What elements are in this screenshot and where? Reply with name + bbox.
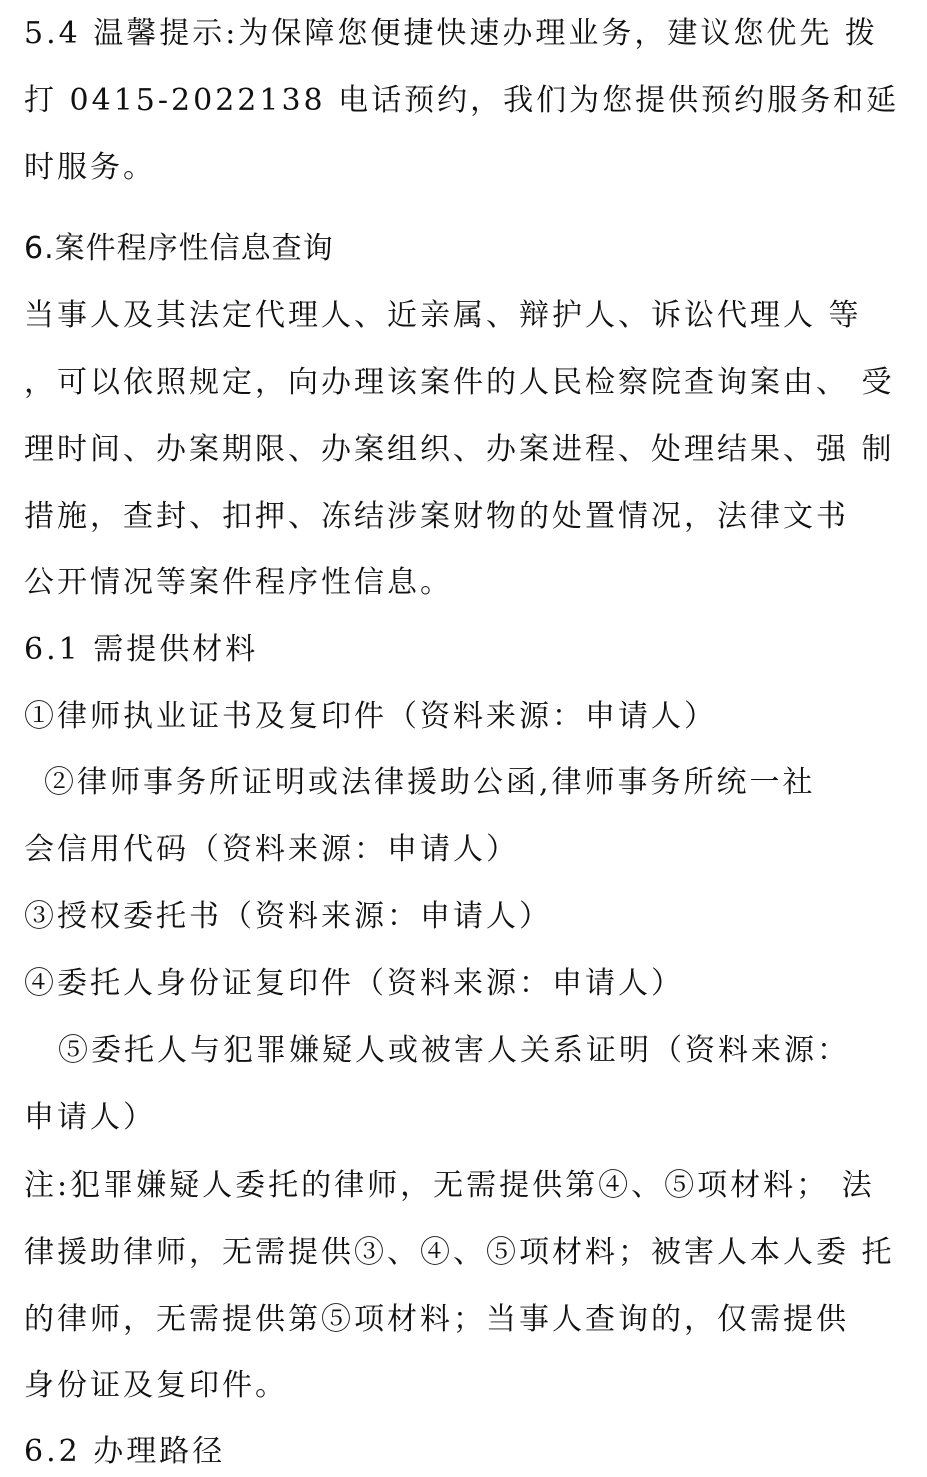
tip-line-2: 打 0415-2022138 电话预约，我们为您提供预约服务和延 <box>24 83 900 118</box>
material-item-5-line-2: 申请人） <box>24 1100 156 1135</box>
intro-line-4: 措施，查封、扣押、冻结涉案财物的处置情况，法律文书 <box>24 499 849 534</box>
intro-line-3: 理时间、办案期限、办案组织、办案进程、处理结果、强 制 <box>24 432 895 467</box>
material-item-2-line-1: ②律师事务所证明或法律援助公函,律师事务所统一社 <box>44 765 816 800</box>
section-heading-6-2: 6.2 办理路径 <box>24 1434 226 1469</box>
note-line-2: 律援助律师，无需提供③、④、⑤项材料；被害人本人委 托 <box>24 1235 895 1270</box>
material-item-4: ④委托人身份证复印件（资料来源：申请人） <box>24 966 684 1001</box>
tip-line-3: 时服务。 <box>24 150 156 185</box>
tip-line-1: 5.4 温馨提示:为保障您便捷快速办理业务，建议您优先 拨 <box>24 16 878 51</box>
material-item-5-line-1: ⑤委托人与犯罪嫌疑人或被害人关系证明（资料来源： <box>58 1033 850 1068</box>
intro-line-1: 当事人及其法定代理人、近亲属、辩护人、诉讼代理人 等 <box>24 298 862 333</box>
note-line-4: 身份证及复印件。 <box>24 1368 288 1403</box>
material-item-1: ①律师执业证书及复印件（资料来源：申请人） <box>24 699 717 734</box>
intro-line-2: ，可以依照规定，向办理该案件的人民检察院查询案由、 受 <box>24 365 895 400</box>
note-line-3: 的律师，无需提供第⑤项材料；当事人查询的，仅需提供 <box>24 1302 849 1337</box>
intro-line-5: 公开情况等案件程序性信息。 <box>24 565 453 600</box>
section-heading-6: 6.案件程序性信息查询 <box>24 231 334 266</box>
note-line-1: 注:犯罪嫌疑人委托的律师，无需提供第④、⑤项材料； 法 <box>24 1168 875 1203</box>
material-item-2-line-2: 会信用代码（资料来源：申请人） <box>24 832 519 867</box>
section-heading-6-1: 6.1 需提供材料 <box>24 632 259 667</box>
material-item-3: ③授权委托书（资料来源：申请人） <box>24 899 552 934</box>
